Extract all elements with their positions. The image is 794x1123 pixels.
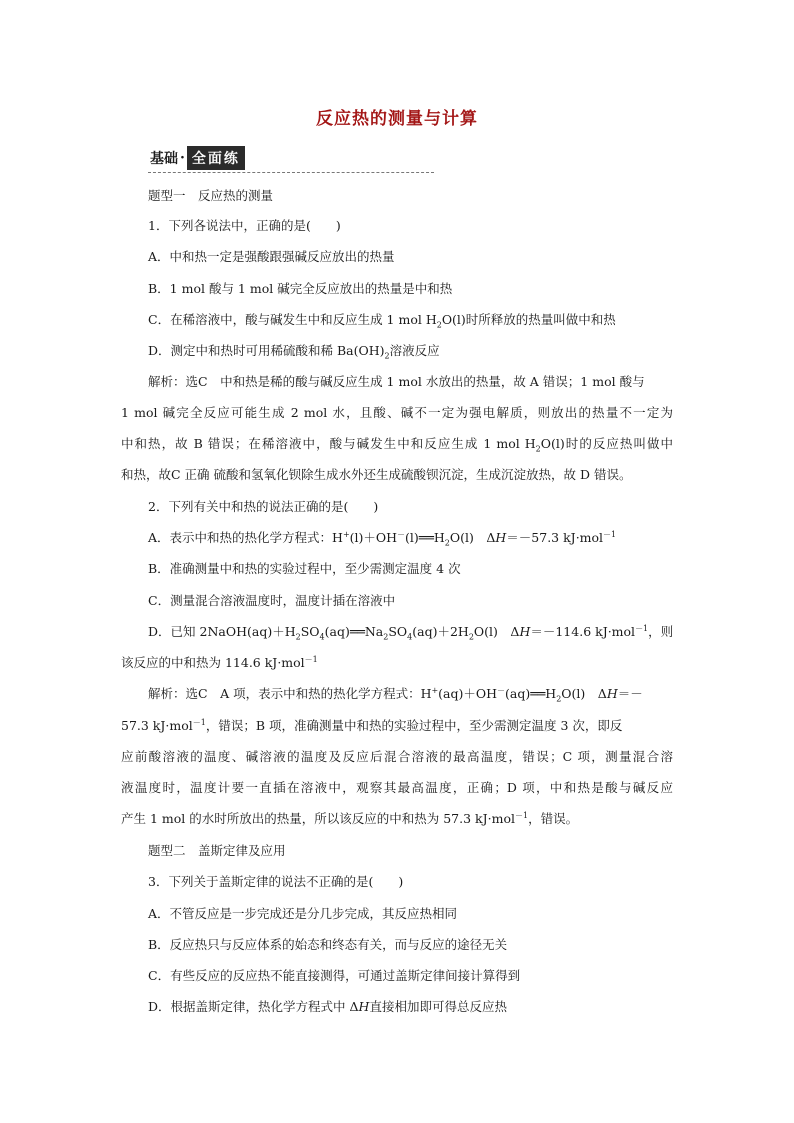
q2-answer-line-5: 产生 1 mol 的水时所放出的热量，所以该反应的中和热为 57.3 kJ·mol$^{-1}$，错误。 [121, 810, 579, 826]
q1-answer-line-4: 和热，故C 正确 硫酸和氢氧化钡除生成水外还生成硫酸钡沉淀，生成沉淀放热，故 D 错误。 [121, 467, 632, 482]
section-dot: · [180, 150, 185, 166]
q3-stem: 3．下列关于盖斯定律的说法不正确的是( ) [148, 874, 404, 889]
q2-option-b: B．准确测量中和热的实验过程中，至少需测定温度 4 次 [148, 561, 461, 576]
q2-option-d-cont: 该反应的中和热为 114.6 kJ·mol$^{-1}$ [121, 654, 318, 670]
q1-option-b: B．1 mol 酸与 1 mol 碱完全反应放出的热量是中和热 [148, 281, 453, 296]
q3-option-a: A．不管反应是一步完成还是分几步完成，其反应热相同 [148, 906, 458, 921]
q3-option-c: C．有些反应的反应热不能直接测得，可通过盖斯定律间接计算得到 [148, 968, 521, 983]
q1-stem: 1．下列各说法中，正确的是( ) [148, 218, 341, 233]
type-heading-2: 题型二 盖斯定律及应用 [148, 843, 286, 858]
q1-option-c: C．在稀溶液中，酸与碱发生中和反应生成 1 mol $H_2O(l)$时所释放的热量叫做中和热 [148, 312, 616, 330]
q1-answer-line-2: 1 mol 碱完全反应可能生成 2 mol 水，且酸、碱不一定为强电解质，则放出的热量不一定为 [121, 405, 673, 420]
section-label: 基础 [150, 151, 178, 167]
q2-option-c: C．测量混合溶液温度时，温度计插在溶液中 [148, 593, 396, 608]
q2-answer-line-3: 应前酸溶液的温度、碱溶液的温度及反应后混合溶液的最高温度，错误；C 项，测量混合溶 [121, 749, 673, 764]
section-heading [150, 146, 245, 170]
dashed-divider [148, 172, 434, 173]
q2-option-d: D．已知 $2NaOH(aq)+H_2SO_4(aq)══Na_2SO_4(aq)+2H_2O(l)$ ΔH＝－114.6 kJ·mol$^{-1}$，则 [148, 623, 674, 642]
q1-answer-line-3: 中和热，故 B 错误；在稀溶液中，酸与碱发生中和反应生成 1 mol $H_2O(l)$时的反应热叫做中 [121, 436, 673, 454]
q3-option-b: B．反应热只与反应体系的始态和终态有关，而与反应的途径无关 [148, 937, 508, 952]
q2-answer-line-4: 液温度时，温度计要一直插在溶液中，观察其最高温度，正确；D 项，中和热是酸与碱反应 [121, 780, 673, 795]
type-heading-1: 题型一 反应热的测量 [148, 188, 274, 203]
q1-option-a: A．中和热一定是强酸跟强碱反应放出的热量 [148, 249, 395, 264]
q2-stem: 2．下列有关中和热的说法正确的是( ) [148, 499, 379, 514]
section-badge: 全面练 [187, 146, 245, 170]
q3-option-d: D．根据盖斯定律，热化学方程式中 ΔH直接相加即可得总反应热 [148, 999, 507, 1014]
q1-answer-line-1: 解析：选C 中和热是稀的酸与碱反应生成 1 mol 水放出的热量，故 A 错误；1 mol 酸与 [148, 374, 645, 389]
q2-option-a: A．表示中和热的热化学方程式：$H^+(l)+OH^-(l)══H_2O(l)$ ΔH＝－57.3 kJ·mol$^{-1}$ [148, 529, 617, 548]
page-title: 反应热的测量与计算 [316, 109, 478, 129]
q1-option-d: D．测定中和热时可用稀硫酸和稀 $Ba(OH)_2$溶液反应 [148, 343, 440, 361]
q2-answer-line-2: 57.3 kJ·mol$^{-1}$，错误；B 项，准确测量中和热的实验过程中，至少需测定温度 3 次，即反 [121, 717, 623, 733]
q2-answer-line-1: 解析：选C A 项，表示中和热的热化学方程式：$H^+(aq)+OH^-(aq)══H_2O(l)$ ΔH＝－ [148, 685, 643, 704]
